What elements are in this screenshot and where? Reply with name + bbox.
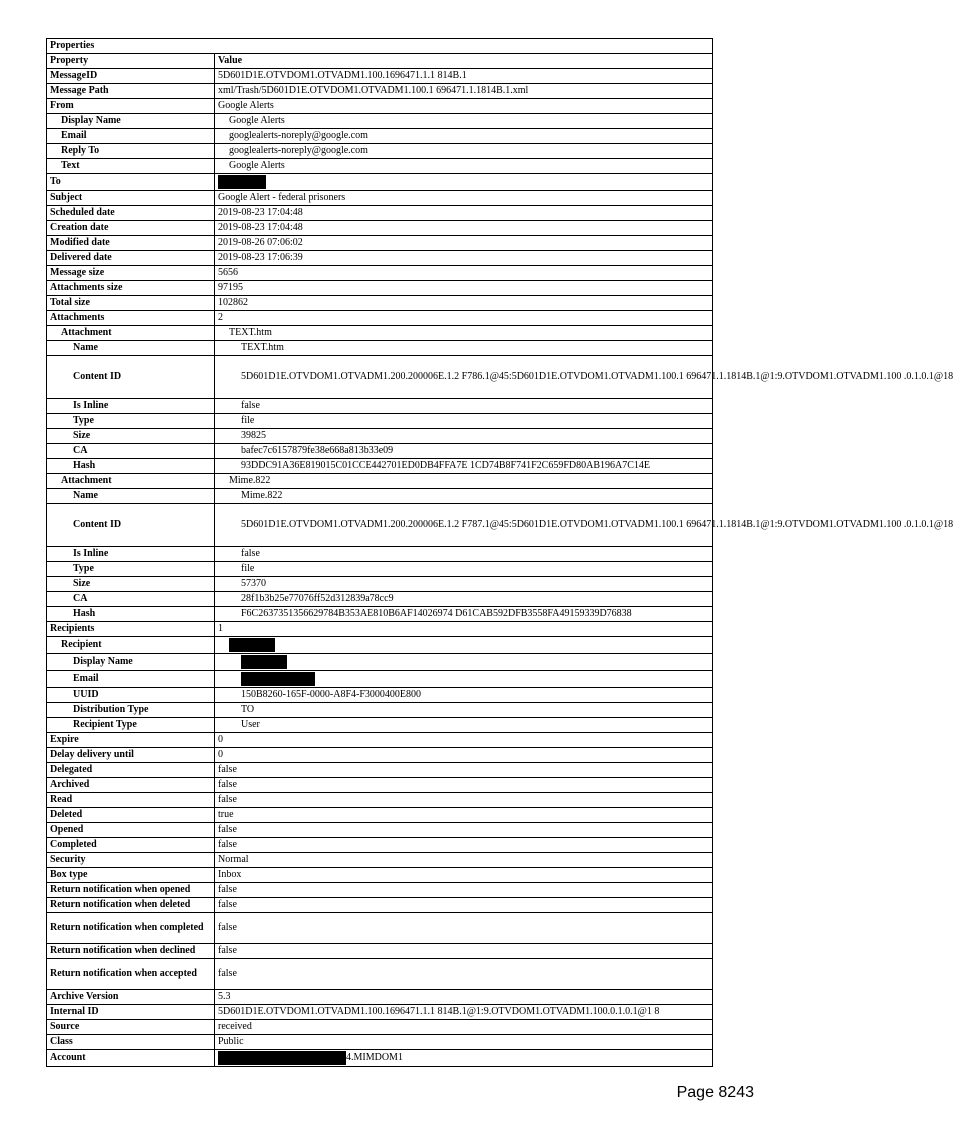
table-row [47,129,713,144]
table-row [47,793,713,808]
property-name: Scheduled date [47,206,215,221]
property-name: To [47,174,215,191]
property-name: Content ID [47,356,215,399]
property-name: Archive Version [47,990,215,1005]
property-value: Normal [215,853,713,868]
property-value: 2019-08-23 17:04:48 [215,206,713,221]
property-value: 2 [215,311,713,326]
property-name: MessageID [47,69,215,84]
table-row [47,281,713,296]
property-value: false [215,898,713,913]
property-name: Attachments size [47,281,215,296]
property-value: false [215,763,713,778]
property-value: Public [215,1035,713,1050]
property-name: Total size [47,296,215,311]
property-value: F6C2637351356629784B353AE810B6AF14026974 D61CAB592DFB3558FA49159339D76838 [215,607,713,622]
property-value: true [215,808,713,823]
property-name: Class [47,1035,215,1050]
header-row [47,54,713,69]
table-row [47,69,713,84]
property-value: false [215,913,713,944]
property-name: Creation date [47,221,215,236]
property-name: Security [47,853,215,868]
table-row [47,577,713,592]
property-value: received [215,1020,713,1035]
table-row [47,114,713,129]
property-name: Account [47,1050,215,1067]
table-row [47,748,713,763]
table-row [47,1005,713,1020]
property-name: Name [47,341,215,356]
property-value: 28f1b3b25e77076ff52d312839a78cc9 [215,592,713,607]
property-name: Modified date [47,236,215,251]
property-value: 97195 [215,281,713,296]
table-row [47,763,713,778]
table-row [47,622,713,637]
page-number: Page 8243 [676,1084,754,1101]
property-name: Email [47,671,215,688]
property-value: false [215,959,713,990]
property-value: User [215,718,713,733]
table-row [47,191,713,206]
property-value: 93DDC91A36E819015C01CCE442701ED0DB4FFA7E 1CD74B8F741F2C659FD80AB196A7C14E [215,459,713,474]
property-name: Email [47,129,215,144]
table-row [47,688,713,703]
property-value: googlealerts-noreply@google.com [215,144,713,159]
table-row [47,1050,713,1067]
property-value: xml/Trash/5D601D1E.OTVDOM1.OTVADM1.100.1 696471.1.1814B.1.xml [215,84,713,99]
table-row [47,474,713,489]
property-name: Delegated [47,763,215,778]
property-value [215,1050,713,1067]
property-name: Is Inline [47,399,215,414]
property-name: Source [47,1020,215,1035]
table-row [47,444,713,459]
table-row [47,718,713,733]
property-value: 0 [215,748,713,763]
property-value: 150B8260-165F-0000-A8F4-F3000400E800 [215,688,713,703]
property-name: Recipients [47,622,215,637]
property-name: Delay delivery until [47,748,215,763]
property-name: Attachments [47,311,215,326]
property-name: Reply To [47,144,215,159]
property-name: Message Path [47,84,215,99]
property-value: false [215,838,713,853]
property-name: Message size [47,266,215,281]
table-row [47,266,713,281]
property-name: Recipient [47,637,215,654]
property-value: file [215,414,713,429]
property-name: Expire [47,733,215,748]
property-value: false [215,944,713,959]
table-row [47,898,713,913]
property-name: Is Inline [47,547,215,562]
table-row [47,429,713,444]
property-name: Display Name [47,654,215,671]
table-row [47,883,713,898]
redaction-bar [241,655,287,669]
property-value: 5656 [215,266,713,281]
table-row [47,296,713,311]
property-value: false [215,823,713,838]
property-value: false [215,399,713,414]
table-row [47,326,713,341]
table-row [47,733,713,748]
table-row [47,221,713,236]
property-value: TEXT.htm [215,326,713,341]
property-name: Size [47,429,215,444]
property-value: false [215,547,713,562]
property-name: Attachment [47,326,215,341]
property-name: Distribution Type [47,703,215,718]
property-name: Hash [47,459,215,474]
property-value: 57370 [215,577,713,592]
property-value: 102862 [215,296,713,311]
property-value: 0 [215,733,713,748]
table-row [47,853,713,868]
table-row [47,459,713,474]
table-row [47,1035,713,1050]
property-value: 2019-08-23 17:06:39 [215,251,713,266]
property-name: Deleted [47,808,215,823]
property-name: From [47,99,215,114]
table-row [47,959,713,990]
property-value: googlealerts-noreply@google.com [215,129,713,144]
table-row [47,547,713,562]
table-row [47,868,713,883]
property-value: false [215,883,713,898]
table-row [47,913,713,944]
property-value [215,174,713,191]
property-value: Mime.822 [215,474,713,489]
property-name: Name [47,489,215,504]
property-name: Return notification when accepted [47,959,215,990]
property-name: Return notification when declined [47,944,215,959]
property-value: 5D601D1E.OTVDOM1.OTVADM1.100.1696471.1.1 814B.1@1:9.OTVDOM1.OTVADM1.100.0.1.0.1@1 8 [215,1005,713,1020]
property-value: file [215,562,713,577]
property-name: Display Name [47,114,215,129]
table-row [47,944,713,959]
table-title: Properties [47,39,713,54]
redaction-bar [218,175,266,189]
table-row [47,654,713,671]
property-name: Box type [47,868,215,883]
table-row [47,311,713,326]
property-value: Google Alerts [215,114,713,129]
property-name: Read [47,793,215,808]
property-name: Type [47,414,215,429]
property-name: Text [47,159,215,174]
table-row [47,84,713,99]
table-row [47,341,713,356]
table-row [47,356,713,399]
table-row [47,637,713,654]
property-value: TO [215,703,713,718]
table-row [47,990,713,1005]
property-value: bafec7c6157879fe38e668a813b33e09 [215,444,713,459]
property-value: 2019-08-23 17:04:48 [215,221,713,236]
table-row [47,399,713,414]
table-row [47,838,713,853]
properties-table [46,38,953,1067]
property-name: Internal ID [47,1005,215,1020]
table-row [47,808,713,823]
property-value: 2019-08-26 07:06:02 [215,236,713,251]
property-name: Return notification when opened [47,883,215,898]
property-name: Delivered date [47,251,215,266]
property-value: 5.3 [215,990,713,1005]
table-row [47,144,713,159]
table-row [47,159,713,174]
property-value: 1 [215,622,713,637]
table-row [47,1020,713,1035]
table-row [47,99,713,114]
table-row [47,703,713,718]
property-name: Subject [47,191,215,206]
property-value: Google Alerts [215,99,713,114]
table-row [47,206,713,221]
redaction-bar [218,1051,346,1065]
table-row [47,671,713,688]
column-header-property: Property [47,54,215,69]
property-name: Size [47,577,215,592]
property-value [215,654,713,671]
table-row [47,607,713,622]
property-name: Opened [47,823,215,838]
property-value: Google Alerts [215,159,713,174]
property-value: Google Alert - federal prisoners [215,191,713,206]
table-row [47,823,713,838]
property-name: Return notification when deleted [47,898,215,913]
table-row [47,592,713,607]
table-row [47,562,713,577]
property-name: Return notification when completed [47,913,215,944]
property-name: Archived [47,778,215,793]
table-row [47,778,713,793]
title-row [47,39,713,54]
table-row [47,414,713,429]
property-name: Completed [47,838,215,853]
property-value: TEXT.htm [215,341,713,356]
property-name: CA [47,444,215,459]
property-value: 5D601D1E.OTVDOM1.OTVADM1.200.200006E.1.2 F787.1@45:5D601D1E.OTVDOM1.OTVADM1.100.1 696471.1.1814B.1@1:9.OTVDOM1.OTVADM1.100 .0.1.0.1@18 [215,504,713,547]
property-name: Content ID [47,504,215,547]
value-text: 4.MIMDOM1 [346,1052,403,1063]
property-value [215,671,713,688]
column-header-value: Value [215,54,713,69]
table-row [47,489,713,504]
table-row [47,251,713,266]
property-value: Inbox [215,868,713,883]
table-row [47,236,713,251]
property-name: Attachment [47,474,215,489]
property-name: UUID [47,688,215,703]
property-name: CA [47,592,215,607]
property-value: false [215,778,713,793]
redaction-bar [229,638,275,652]
property-value: 5D601D1E.OTVDOM1.OTVADM1.200.200006E.1.2 F786.1@45:5D601D1E.OTVDOM1.OTVADM1.100.1 696471.1.1814B.1@1:9.OTVDOM1.OTVADM1.100 .0.1.0.1@18 [215,356,713,399]
property-name: Recipient Type [47,718,215,733]
redaction-bar [241,672,315,686]
property-value: 39825 [215,429,713,444]
property-value: 5D601D1E.OTVDOM1.OTVADM1.100.1696471.1.1 814B.1 [215,69,713,84]
property-value: Mime.822 [215,489,713,504]
table-row [47,174,713,191]
property-value: false [215,793,713,808]
property-name: Type [47,562,215,577]
property-name: Hash [47,607,215,622]
property-value [215,637,713,654]
table-row [47,504,713,547]
